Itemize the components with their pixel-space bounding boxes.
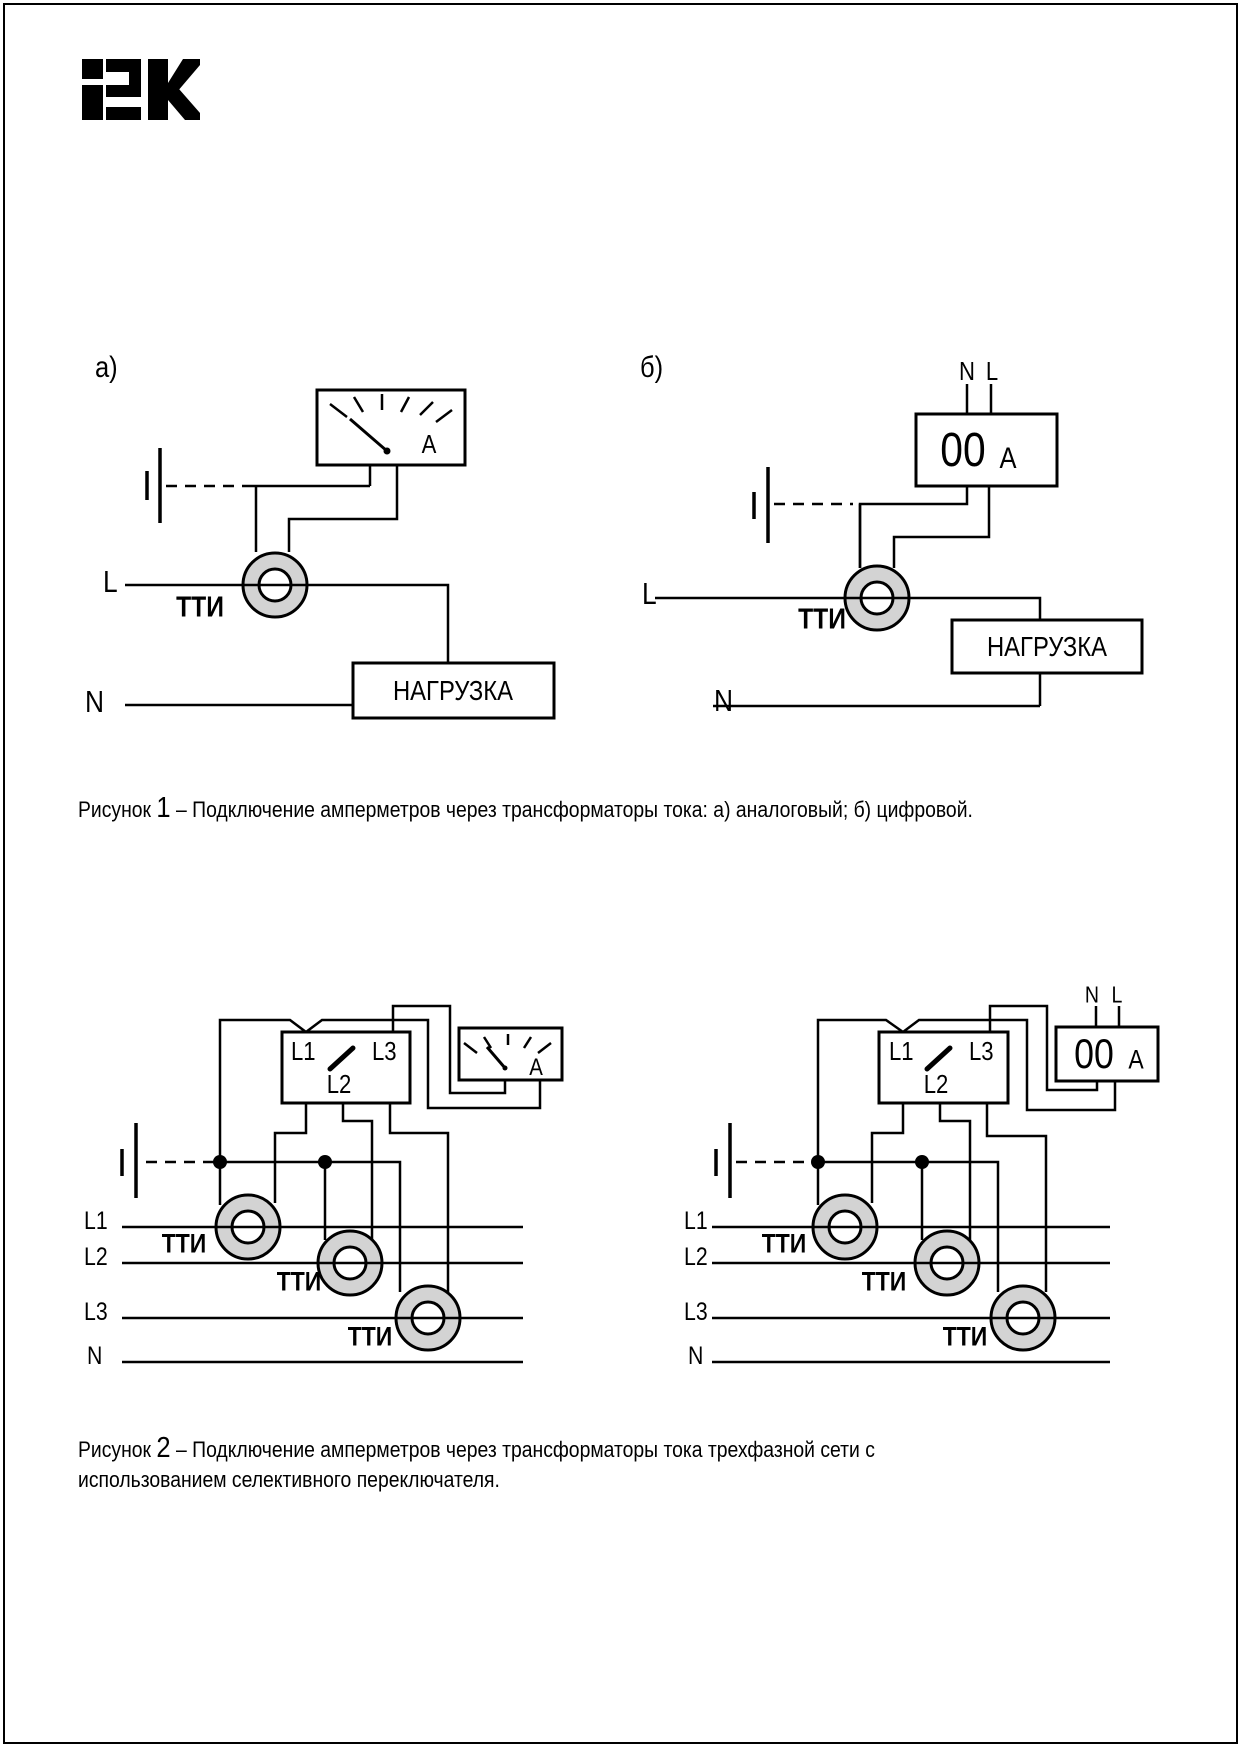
- fig1a-ct-label: ТТИ: [176, 591, 224, 624]
- fig1a-line-n-label: N: [85, 684, 105, 719]
- fig2right-meter-letter: А: [1128, 1044, 1144, 1075]
- fig2left-selector-l2: L2: [326, 1069, 352, 1099]
- logo-i-dot: [82, 59, 103, 79]
- fig1b-meter-box: [916, 414, 1057, 486]
- fig2right-junction-dot-2: [915, 1155, 929, 1169]
- fig2left-meter-letter: А: [529, 1054, 543, 1081]
- fig1b-term-l-label: L: [985, 356, 999, 386]
- fig2left-ct1-label: ТТИ: [161, 1228, 207, 1259]
- fig2left-phase-l1: L1: [84, 1207, 108, 1235]
- fig2right-phase-n: N: [688, 1342, 704, 1370]
- fig2left-ammeter-box: [459, 1028, 562, 1080]
- fig2right-selector-l1: L1: [889, 1036, 914, 1066]
- figure-1a-analog-diagram: [70, 340, 580, 740]
- fig2right-ct1-label: ТТИ: [761, 1228, 807, 1259]
- fig2right-term-n-label: N: [1084, 981, 1100, 1008]
- fig2right-ct2-label: ТТИ: [861, 1266, 907, 1297]
- fig2left-ct2-label: ТТИ: [276, 1266, 322, 1297]
- caption2-number: 2: [156, 1432, 171, 1464]
- logo-e-connector: [129, 71, 141, 86]
- fig1b-line-l-label: L: [642, 576, 657, 611]
- fig1b-panel-label: б): [640, 351, 664, 384]
- logo-i-bar: [82, 85, 103, 120]
- figure-2-right-diagram: [600, 960, 1170, 1390]
- fig1b-ct-label: ТТИ: [798, 603, 846, 636]
- fig2left-phase-l3: L3: [84, 1298, 108, 1326]
- fig2right-phase-l1: L1: [684, 1207, 708, 1235]
- fig2left-needle-pivot: [503, 1066, 508, 1071]
- fig2left-phase-n: N: [87, 1342, 103, 1370]
- fig2left-ground-icon: [122, 1123, 214, 1198]
- figure2-caption: [78, 1433, 962, 1495]
- logo-e-top: [106, 59, 141, 72]
- logo-k-lower-arm: [168, 89, 200, 120]
- fig1a-line-l-label: L: [103, 564, 118, 599]
- fig2right-phase-l2: L2: [684, 1243, 708, 1271]
- fig2right-ct3-label: ТТИ: [942, 1321, 988, 1352]
- fig2left-selector-l1: L1: [291, 1036, 316, 1066]
- logo-e-mid: [106, 85, 141, 97]
- fig1a-needle-pivot: [384, 448, 391, 455]
- iek-logo: [82, 59, 200, 120]
- caption1-word: Рисунок: [78, 797, 152, 822]
- fig2left-junction-dot-2: [318, 1155, 332, 1169]
- figure-1b-digital-diagram: [630, 340, 1160, 740]
- fig1a-meter-letter: А: [421, 429, 437, 459]
- fig1a-load-label: НАГРУЗКА: [392, 675, 514, 706]
- caption1-text: – Подключение амперметров через трансформаторы тока: а) аналоговый; б) цифровой.: [176, 797, 973, 822]
- fig2right-meter-display: 00: [1074, 1030, 1114, 1077]
- fig2left-ct3-label: ТТИ: [347, 1321, 393, 1352]
- fig2right-term-l-label: L: [1111, 981, 1123, 1008]
- logo-k-upper-arm: [168, 59, 200, 92]
- logo-k-bar: [148, 59, 168, 120]
- fig2left-wiring-svg: [70, 960, 580, 1390]
- fig1b-wiring-svg: [630, 340, 1160, 740]
- fig1b-term-n-label: N: [959, 356, 975, 386]
- fig2right-selector-l2: L2: [923, 1069, 949, 1099]
- fig1b-meter-letter: А: [999, 442, 1017, 475]
- fig1a-ammeter-box: [317, 390, 465, 465]
- caption2-word: Рисунок: [78, 1437, 152, 1462]
- fig2right-junction-dot-1: [811, 1155, 825, 1169]
- figure-2-left-diagram: [70, 960, 580, 1390]
- fig2left-selector-l3: L3: [372, 1036, 397, 1066]
- fig2left-junction-dot-1: [213, 1155, 227, 1169]
- fig1b-line-n-label: N: [714, 683, 734, 718]
- fig1a-panel-label: а): [95, 351, 118, 384]
- fig2right-phase-l3: L3: [684, 1298, 708, 1326]
- figure1-caption: [78, 793, 993, 825]
- fig1b-ground-icon: [754, 467, 853, 543]
- fig1b-load-label: НАГРУЗКА: [986, 631, 1108, 662]
- fig2right-selector-l3: L3: [969, 1036, 994, 1066]
- fig2left-ct-toruses: [216, 1195, 460, 1350]
- caption1-number: 1: [156, 792, 171, 824]
- fig1b-meter-display: 00: [940, 424, 986, 477]
- caption2-text: – Подключение амперметров через трансформаторы тока трехфазной сети с использованием селективного переключателя.: [78, 1437, 875, 1492]
- fig2right-ct-toruses: [813, 1195, 1055, 1350]
- fig2right-ground-icon: [716, 1123, 812, 1198]
- logo-e-bottom: [106, 107, 141, 120]
- fig2left-phase-l2: L2: [84, 1243, 108, 1271]
- fig1a-ground-icon: [147, 448, 253, 523]
